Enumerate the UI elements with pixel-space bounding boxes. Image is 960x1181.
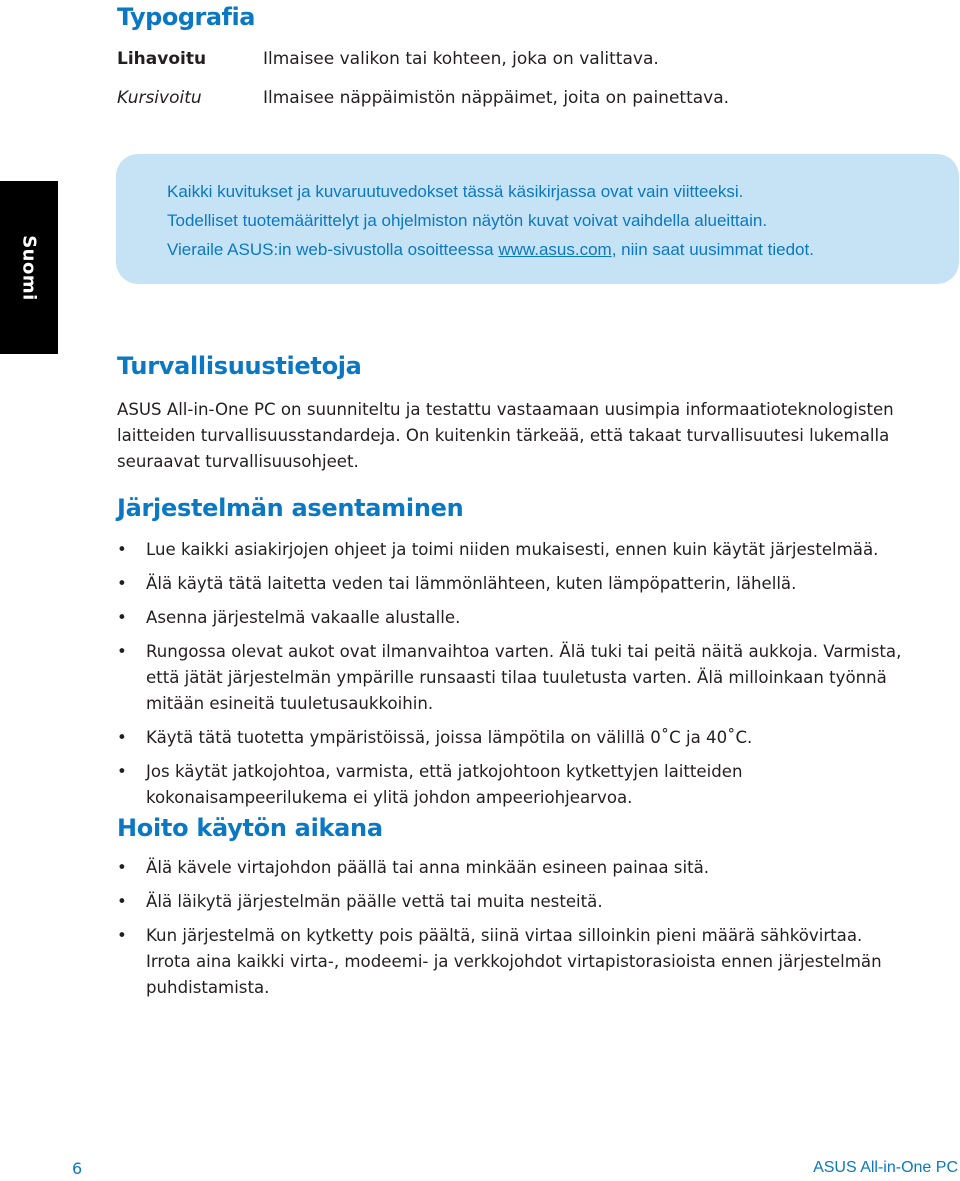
usage-heading: Hoito käytön aikana	[117, 814, 383, 842]
list-item-line: Käytä tätä tuotetta ympäristöissä, joissa lämpötila on välillä 0˚C ja 40˚C.	[146, 728, 753, 747]
list-item-line: mitään esineitä tuuletusaukkoihin.	[146, 694, 434, 713]
note-line	[167, 235, 814, 264]
note-line-text: Vieraile ASUS:in web-sivustolla osoitteessa	[167, 240, 499, 259]
list-item-line: kokonaisampeerilukema ei ylitä johdon ampeeriohjearvoa.	[146, 788, 633, 807]
list-item	[117, 639, 957, 717]
list-item-line: Kun järjestelmä on kytketty pois päältä, siinä virtaa silloinkin pieni määrä sähkövirtaa.	[146, 926, 863, 945]
list-item-line: että jätät järjestelmän ympärille runsaasti tilaa tuuletusta varten. Älä milloinkaan työnnä	[146, 668, 887, 687]
bullet-marker: •	[117, 728, 127, 747]
note-text	[167, 177, 814, 264]
bullet-marker: •	[117, 858, 127, 877]
setup-list	[117, 537, 957, 811]
list-item	[117, 923, 957, 1001]
note-line-text: , niin saat uusimmat tiedot.	[611, 240, 814, 259]
bullet-marker: •	[117, 926, 127, 945]
list-item-line: puhdistamista.	[146, 978, 270, 997]
list-item-line: Lue kaikki asiakirjojen ohjeet ja toimi niiden mukaisesti, ennen kuin käytät järjestelmää.	[146, 540, 879, 559]
bullet-marker: •	[117, 574, 127, 593]
typography-term: Lihavoitu	[117, 49, 207, 69]
list-item	[117, 571, 957, 597]
list-item	[117, 889, 957, 915]
paragraph-line: seuraavat turvallisuusohjeet.	[117, 452, 359, 471]
list-item	[117, 855, 957, 881]
typography-term: Kursivoitu	[117, 88, 202, 108]
note-line: Todelliset tuotemäärittelyt ja ohjelmiston näytön kuvat voivat vaihdella alueittain.	[167, 211, 768, 230]
list-item-line: Asenna järjestelmä vakaalle alustalle.	[146, 608, 461, 627]
note-box	[116, 154, 959, 284]
list-item-line: Älä kävele virtajohdon päällä tai anna minkään esineen painaa sitä.	[146, 858, 710, 877]
list-item-line: Rungossa olevat aukot ovat ilmanvaihtoa varten. Älä tuki tai peitä näitä aukkoja. Varmista,	[146, 642, 902, 661]
list-item-line: Irrota aina kaikki virta-, modeemi- ja verkkojohdot virtapistorasioista ennen järjestelmän	[146, 952, 882, 971]
language-tab-label: Suomi	[18, 234, 40, 301]
typography-desc: Ilmaisee näppäimistön näppäimet, joita on painettava.	[263, 88, 730, 108]
footer-product-name: ASUS All-in-One PC	[813, 1159, 958, 1176]
list-item-line: Älä läikytä järjestelmän päälle vettä tai muita nesteitä.	[146, 892, 603, 911]
paragraph-line: ASUS All-in-One PC on suunniteltu ja testattu vastaamaan uusimpia informaatioteknologisten	[117, 400, 894, 419]
bullet-marker: •	[117, 540, 127, 559]
note-line: Kaikki kuvitukset ja kuvaruutuvedokset tässä käsikirjassa ovat vain viitteeksi.	[167, 182, 744, 201]
safety-heading: Turvallisuustietoja	[117, 352, 362, 380]
list-item-line: Jos käytät jatkojohtoa, varmista, että jatkojohtoon kytkettyjen laitteiden	[146, 762, 743, 781]
typography-desc: Ilmaisee valikon tai kohteen, joka on valittava.	[263, 49, 659, 69]
bullet-marker: •	[117, 892, 127, 911]
setup-heading: Järjestelmän asentaminen	[117, 494, 464, 522]
language-tab	[0, 181, 58, 354]
list-item	[117, 725, 957, 751]
usage-list	[117, 855, 957, 1001]
bullet-marker: •	[117, 642, 127, 661]
safety-paragraph	[117, 397, 957, 475]
page-number: 6	[72, 1159, 83, 1178]
paragraph-line: laitteiden turvallisuusstandardeja. On kuitenkin tärkeää, että takaat turvallisuutesi lukemalla	[117, 426, 890, 445]
asus-website-link[interactable]: www.asus.com	[498, 240, 612, 259]
bullet-marker: •	[117, 762, 127, 781]
list-item	[117, 759, 957, 811]
bullet-marker: •	[117, 608, 127, 627]
list-item	[117, 605, 957, 631]
list-item-line: Älä käytä tätä laitetta veden tai lämmönlähteen, kuten lämpöpatterin, lähellä.	[146, 574, 797, 593]
list-item	[117, 537, 957, 563]
typography-heading: Typografia	[117, 3, 255, 31]
